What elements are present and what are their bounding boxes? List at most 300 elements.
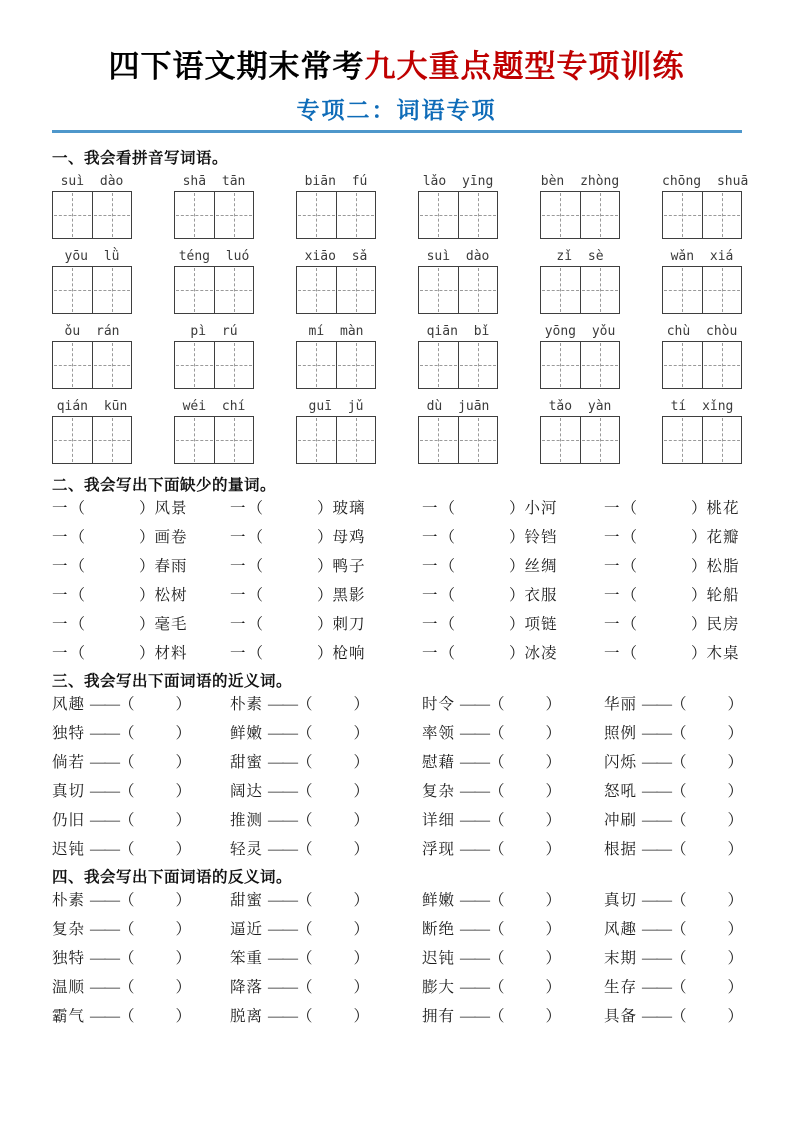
pinyin-label: tí xǐng <box>670 398 734 414</box>
dash-open-paren: ——（ <box>642 891 686 909</box>
close-paren: ） <box>545 891 562 909</box>
grid-cell <box>53 417 92 463</box>
writing-grid-box <box>540 191 620 239</box>
antonym-item <box>52 950 230 967</box>
grid-cell <box>458 267 498 313</box>
close-paren: ） <box>727 978 744 996</box>
antonym-item <box>52 1008 230 1025</box>
item-word: 朴素 <box>230 695 264 713</box>
item-word: 笨重 <box>230 949 264 967</box>
close-paren: ） <box>509 615 525 633</box>
writing-grid-box <box>174 341 254 389</box>
item-word: 具备 <box>604 1007 638 1025</box>
dash-open-paren: ——（ <box>642 811 686 829</box>
close-paren: ） <box>509 499 525 517</box>
dash-open-paren: ——（ <box>460 753 504 771</box>
dash-open-paren: ——（ <box>460 978 504 996</box>
grid-cell <box>419 192 458 238</box>
section-1-heading: 一、我会看拼音写词语。 <box>52 149 229 167</box>
quantifier-prefix: 一（ <box>422 499 458 517</box>
pinyin-row <box>52 398 742 464</box>
writing-grid-box <box>662 191 742 239</box>
pinyin-label: dù juān <box>426 398 490 414</box>
quantifier-item <box>604 645 742 662</box>
grid-cell <box>458 417 498 463</box>
close-paren: ） <box>353 695 370 713</box>
grid-cell <box>92 417 132 463</box>
item-word: 材料 <box>154 644 188 662</box>
dash-open-paren: ——（ <box>642 978 686 996</box>
quantifier-prefix: 一（ <box>604 644 640 662</box>
antonym-item <box>52 892 230 909</box>
pinyin-row <box>52 248 742 314</box>
item-word: 时令 <box>422 695 456 713</box>
grid-cell <box>53 267 92 313</box>
close-paren: ） <box>353 753 370 771</box>
dash-open-paren: ——（ <box>460 920 504 938</box>
pinyin-label: shā tān <box>182 173 246 189</box>
quantifier-item <box>52 529 230 546</box>
item-word: 枪响 <box>332 644 366 662</box>
dash-open-paren: ——（ <box>90 811 134 829</box>
antonym-item <box>422 950 604 967</box>
pinyin-word-group <box>662 323 742 389</box>
quantifier-item <box>230 558 422 575</box>
item-word: 降落 <box>230 978 264 996</box>
pinyin-word-group <box>296 398 376 464</box>
close-paren: ） <box>317 586 333 604</box>
quantifier-item <box>230 645 422 662</box>
title-red-part: 九大重点题型专项训练 <box>364 49 685 84</box>
item-word: 春雨 <box>154 557 188 575</box>
close-paren: ） <box>509 586 525 604</box>
item-word: 拥有 <box>422 1007 456 1025</box>
close-paren: ） <box>545 978 562 996</box>
synonym-item <box>604 725 743 742</box>
writing-grid-box <box>296 266 376 314</box>
antonym-item <box>230 921 422 938</box>
antonym-item <box>230 892 422 909</box>
quantifier-item <box>604 529 742 546</box>
close-paren: ） <box>175 695 192 713</box>
close-paren: ） <box>353 920 370 938</box>
pinyin-label: wǎn xiá <box>670 248 734 264</box>
close-paren: ） <box>727 695 744 713</box>
pinyin-word-group <box>662 248 742 314</box>
quantifier-prefix: 一（ <box>604 615 640 633</box>
grid-cell <box>419 417 458 463</box>
item-word: 慰藉 <box>422 753 456 771</box>
item-word: 迟钝 <box>52 840 86 858</box>
writing-grid-box <box>52 416 132 464</box>
pinyin-label: suì dào <box>426 248 490 264</box>
pinyin-word-group <box>662 398 742 464</box>
item-word: 阔达 <box>230 782 264 800</box>
pinyin-word-group <box>540 173 620 239</box>
item-word: 怒吼 <box>604 782 638 800</box>
close-paren: ） <box>175 891 192 909</box>
close-paren: ） <box>727 949 744 967</box>
synonym-item <box>230 812 422 829</box>
item-word: 根据 <box>604 840 638 858</box>
pinyin-label: chù chòu <box>666 323 738 339</box>
grid-cell <box>92 192 132 238</box>
item-word: 甜蜜 <box>230 753 264 771</box>
close-paren: ） <box>727 753 744 771</box>
quantifier-item <box>52 587 230 604</box>
item-word: 甜蜜 <box>230 891 264 909</box>
grid-cell <box>297 417 336 463</box>
close-paren: ） <box>175 724 192 742</box>
synonym-item <box>230 696 422 713</box>
writing-grid-box <box>418 341 498 389</box>
pinyin-label: guī jǔ <box>308 398 364 414</box>
close-paren: ） <box>545 811 562 829</box>
quantifier-prefix: 一（ <box>422 586 458 604</box>
pinyin-word-group <box>418 323 498 389</box>
grid-cell <box>336 192 376 238</box>
quantifier-prefix: 一（ <box>230 644 266 662</box>
close-paren: ） <box>317 644 333 662</box>
dash-open-paren: ——（ <box>268 1007 312 1025</box>
antonym-item <box>604 1008 743 1025</box>
writing-grid-box <box>52 341 132 389</box>
item-word: 花瓣 <box>706 528 740 546</box>
dash-open-paren: ——（ <box>460 949 504 967</box>
synonym-item <box>604 696 743 713</box>
item-word: 轻灵 <box>230 840 264 858</box>
item-word: 真切 <box>52 782 86 800</box>
pinyin-label: téng luó <box>178 248 250 264</box>
close-paren: ） <box>175 782 192 800</box>
close-paren: ） <box>353 1007 370 1025</box>
pinyin-label: pì rú <box>190 323 238 339</box>
dash-open-paren: ——（ <box>642 920 686 938</box>
item-word: 脱离 <box>230 1007 264 1025</box>
pinyin-label: lǎo yīng <box>422 173 494 189</box>
grid-cell <box>214 417 254 463</box>
pinyin-word-group <box>52 323 132 389</box>
close-paren: ） <box>317 615 333 633</box>
close-paren: ） <box>175 840 192 858</box>
quantifier-item <box>52 500 230 517</box>
grid-cell <box>419 342 458 388</box>
close-paren: ） <box>353 949 370 967</box>
antonym-item <box>52 921 230 938</box>
item-word: 丝绸 <box>524 557 558 575</box>
dash-open-paren: ——（ <box>90 695 134 713</box>
dash-open-paren: ——（ <box>460 695 504 713</box>
pinyin-label: xiāo sǎ <box>304 248 368 264</box>
grid-cell <box>663 192 702 238</box>
pinyin-word-group <box>418 398 498 464</box>
writing-grid-box <box>662 341 742 389</box>
pinyin-word-group <box>52 248 132 314</box>
grid-cell <box>541 342 580 388</box>
antonym-item <box>230 1008 422 1025</box>
writing-grid-box <box>296 341 376 389</box>
pinyin-word-group <box>540 323 620 389</box>
dash-open-paren: ——（ <box>90 978 134 996</box>
grid-cell <box>458 192 498 238</box>
pinyin-word-group <box>296 323 376 389</box>
writing-grid-box <box>540 341 620 389</box>
grid-cell <box>92 267 132 313</box>
close-paren: ） <box>139 644 155 662</box>
close-paren: ） <box>175 949 192 967</box>
writing-grid-box <box>540 416 620 464</box>
quantifier-item <box>422 558 604 575</box>
grid-cell <box>541 417 580 463</box>
dash-open-paren: ——（ <box>268 920 312 938</box>
item-word: 详细 <box>422 811 456 829</box>
close-paren: ） <box>691 615 707 633</box>
synonym-item <box>604 783 743 800</box>
pinyin-label: tǎo yàn <box>548 398 612 414</box>
dash-open-paren: ——（ <box>642 949 686 967</box>
close-paren: ） <box>727 811 744 829</box>
quantifier-prefix: 一（ <box>52 557 88 575</box>
grid-cell <box>214 267 254 313</box>
grid-cell <box>92 342 132 388</box>
quantifier-prefix: 一（ <box>230 528 266 546</box>
writing-grid-box <box>662 416 742 464</box>
item-word: 膨大 <box>422 978 456 996</box>
quantifier-prefix: 一（ <box>52 499 88 517</box>
item-word: 霸气 <box>52 1007 86 1025</box>
quantifier-grid <box>52 500 742 662</box>
close-paren: ） <box>353 724 370 742</box>
item-word: 松树 <box>154 586 188 604</box>
synonym-item <box>422 696 604 713</box>
item-word: 独特 <box>52 949 86 967</box>
close-paren: ） <box>545 1007 562 1025</box>
synonym-item <box>52 812 230 829</box>
item-word: 轮船 <box>706 586 740 604</box>
pinyin-label: qián kūn <box>56 398 128 414</box>
item-word: 项链 <box>524 615 558 633</box>
close-paren: ） <box>691 528 707 546</box>
close-paren: ） <box>545 724 562 742</box>
pinyin-label: qiān bǐ <box>426 323 490 339</box>
grid-cell <box>336 267 376 313</box>
pinyin-word-group <box>174 398 254 464</box>
antonym-item <box>230 979 422 996</box>
dash-open-paren: ——（ <box>642 1007 686 1025</box>
close-paren: ） <box>317 557 333 575</box>
item-word: 画卷 <box>154 528 188 546</box>
grid-cell <box>702 192 742 238</box>
pinyin-label: yōng yǒu <box>544 323 616 339</box>
quantifier-prefix: 一（ <box>604 499 640 517</box>
item-word: 风趣 <box>604 920 638 938</box>
quantifier-item <box>604 558 742 575</box>
item-word: 衣服 <box>524 586 558 604</box>
item-word: 刺刀 <box>332 615 366 633</box>
dash-open-paren: ——（ <box>268 891 312 909</box>
close-paren: ） <box>509 528 525 546</box>
quantifier-item <box>230 587 422 604</box>
item-word: 冲刷 <box>604 811 638 829</box>
grid-cell <box>214 342 254 388</box>
close-paren: ） <box>139 586 155 604</box>
close-paren: ） <box>353 978 370 996</box>
item-word: 闪烁 <box>604 753 638 771</box>
grid-cell <box>702 267 742 313</box>
quantifier-prefix: 一（ <box>604 528 640 546</box>
dash-open-paren: ——（ <box>642 753 686 771</box>
item-word: 独特 <box>52 724 86 742</box>
synonym-item <box>52 725 230 742</box>
dash-open-paren: ——（ <box>268 840 312 858</box>
item-word: 复杂 <box>422 782 456 800</box>
item-word: 母鸡 <box>332 528 366 546</box>
dash-open-paren: ——（ <box>642 782 686 800</box>
dash-open-paren: ——（ <box>268 782 312 800</box>
pinyin-word-group <box>418 173 498 239</box>
item-word: 推测 <box>230 811 264 829</box>
item-word: 华丽 <box>604 695 638 713</box>
writing-grid-box <box>174 266 254 314</box>
dash-open-paren: ——（ <box>268 978 312 996</box>
item-word: 鲜嫩 <box>422 891 456 909</box>
dash-open-paren: ——（ <box>642 724 686 742</box>
grid-cell <box>541 192 580 238</box>
grid-cell <box>175 267 214 313</box>
dash-open-paren: ——（ <box>460 1007 504 1025</box>
synonym-item <box>230 725 422 742</box>
quantifier-prefix: 一（ <box>230 586 266 604</box>
worksheet-content <box>0 133 793 1025</box>
quantifier-prefix: 一（ <box>604 557 640 575</box>
grid-cell <box>541 267 580 313</box>
dash-open-paren: ——（ <box>460 724 504 742</box>
close-paren: ） <box>175 920 192 938</box>
pinyin-label: chōng shuā <box>662 173 749 189</box>
grid-cell <box>53 342 92 388</box>
quantifier-item <box>422 500 604 517</box>
item-word: 仍旧 <box>52 811 86 829</box>
synonym-item <box>604 812 743 829</box>
close-paren: ） <box>317 528 333 546</box>
quantifier-item <box>422 587 604 604</box>
antonym-item <box>422 921 604 938</box>
dash-open-paren: ——（ <box>642 840 686 858</box>
pinyin-label: zǐ sè <box>556 248 604 264</box>
quantifier-item <box>422 645 604 662</box>
dash-open-paren: ——（ <box>90 891 134 909</box>
pinyin-word-group <box>540 248 620 314</box>
page-subtitle: 专项二：词语专项 <box>296 96 497 123</box>
grid-cell <box>419 267 458 313</box>
pinyin-word-group <box>540 398 620 464</box>
item-word: 真切 <box>604 891 638 909</box>
close-paren: ） <box>353 811 370 829</box>
close-paren: ） <box>509 644 525 662</box>
quantifier-item <box>422 616 604 633</box>
quantifier-prefix: 一（ <box>52 644 88 662</box>
item-word: 浮现 <box>422 840 456 858</box>
synonym-item <box>422 783 604 800</box>
grid-cell <box>663 342 702 388</box>
title-black-part: 四下语文期末常考 <box>108 49 365 84</box>
writing-grid-box <box>540 266 620 314</box>
quantifier-prefix: 一（ <box>230 499 266 517</box>
writing-grid-box <box>174 191 254 239</box>
quantifier-item <box>230 529 422 546</box>
synonym-item <box>52 696 230 713</box>
quantifier-item <box>604 616 742 633</box>
item-word: 铃铛 <box>524 528 558 546</box>
close-paren: ） <box>545 782 562 800</box>
antonym-item <box>422 1008 604 1025</box>
dash-open-paren: ——（ <box>460 891 504 909</box>
synonym-item <box>52 754 230 771</box>
grid-cell <box>297 342 336 388</box>
pinyin-word-group <box>174 248 254 314</box>
dash-open-paren: ——（ <box>460 782 504 800</box>
item-word: 冰凌 <box>524 644 558 662</box>
item-word: 逼近 <box>230 920 264 938</box>
close-paren: ） <box>727 920 744 938</box>
pinyin-label: yōu lǜ <box>64 248 120 264</box>
section-2-heading: 二、我会写出下面缺少的量词。 <box>52 476 277 494</box>
item-word: 民房 <box>706 615 740 633</box>
item-word: 率领 <box>422 724 456 742</box>
dash-open-paren: ——（ <box>90 753 134 771</box>
pinyin-word-group <box>418 248 498 314</box>
item-word: 黑影 <box>332 586 366 604</box>
grid-cell <box>214 192 254 238</box>
grid-cell <box>580 267 620 313</box>
quantifier-item <box>230 500 422 517</box>
item-word: 温顺 <box>52 978 86 996</box>
antonym-item <box>604 892 743 909</box>
grid-cell <box>663 267 702 313</box>
close-paren: ） <box>175 1007 192 1025</box>
close-paren: ） <box>509 557 525 575</box>
antonym-item <box>422 979 604 996</box>
antonym-item <box>52 979 230 996</box>
pinyin-row <box>52 173 749 239</box>
item-word: 迟钝 <box>422 949 456 967</box>
writing-grid-box <box>662 266 742 314</box>
item-word: 倘若 <box>52 753 86 771</box>
dash-open-paren: ——（ <box>90 782 134 800</box>
synonym-item <box>422 754 604 771</box>
close-paren: ） <box>353 782 370 800</box>
close-paren: ） <box>691 644 707 662</box>
close-paren: ） <box>691 586 707 604</box>
pinyin-label: ǒu rán <box>64 323 120 339</box>
quantifier-prefix: 一（ <box>604 586 640 604</box>
close-paren: ） <box>175 811 192 829</box>
writing-grid-box <box>52 191 132 239</box>
dash-open-paren: ——（ <box>460 811 504 829</box>
pinyin-word-group <box>296 248 376 314</box>
dash-open-paren: ——（ <box>268 811 312 829</box>
antonym-item <box>604 921 743 938</box>
quantifier-item <box>422 529 604 546</box>
close-paren: ） <box>545 920 562 938</box>
close-paren: ） <box>545 840 562 858</box>
close-paren: ） <box>139 499 155 517</box>
writing-grid-box <box>418 416 498 464</box>
antonym-item <box>604 950 743 967</box>
synonym-item <box>422 725 604 742</box>
item-word: 木桌 <box>706 644 740 662</box>
close-paren: ） <box>139 615 155 633</box>
